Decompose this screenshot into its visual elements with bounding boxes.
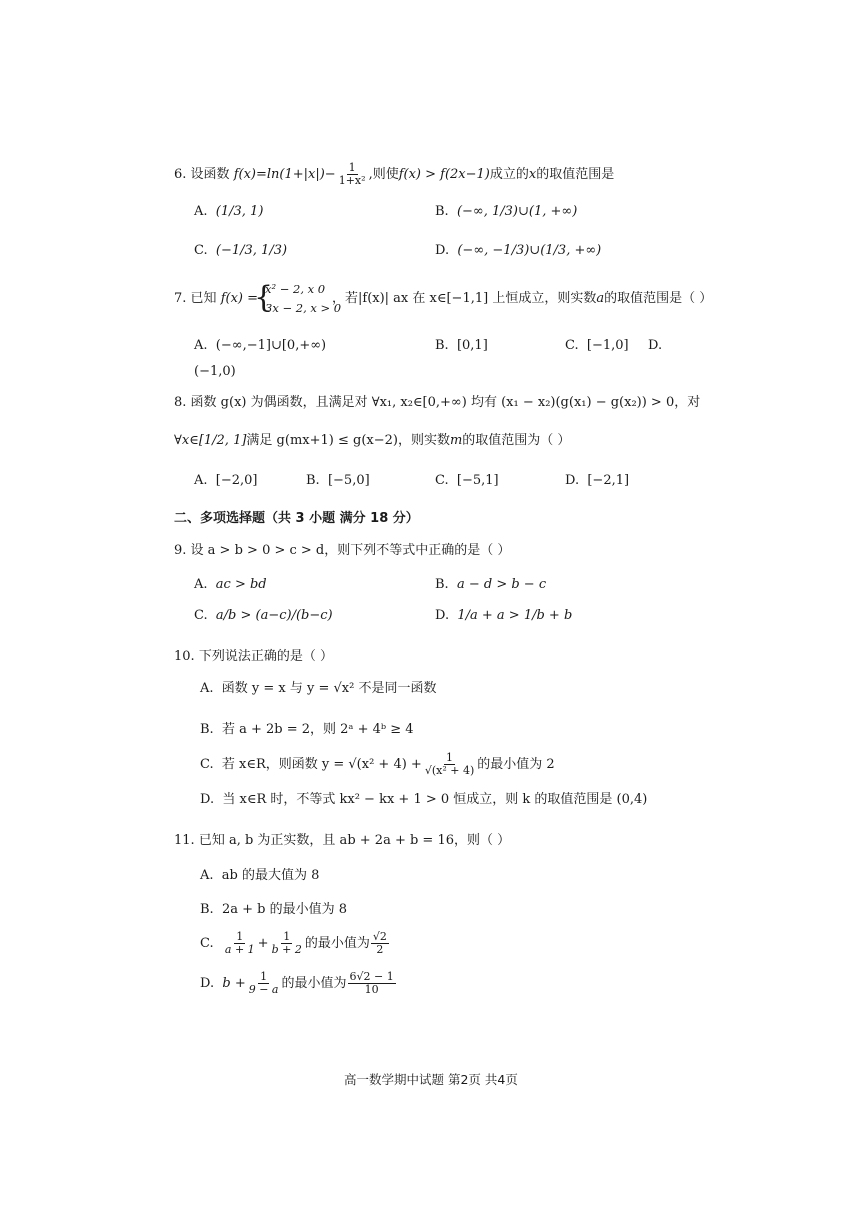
q11-option-d[interactable]: D. b + $\frac{1}{9 - a}$ 的最小值为 $\frac{6√2 - 1}{10}$	[200, 970, 394, 996]
q11-option-b[interactable]: B. 2a + b 的最小值为 8	[200, 902, 347, 917]
q9-option-c[interactable]: C. a/b > (a−c)/(b−c)	[194, 608, 333, 623]
q9-option-b[interactable]: B. a − d > b − c	[435, 577, 547, 592]
q7-option-d-label[interactable]: D.	[648, 338, 663, 353]
q7-case-1: x² − 2, x 0	[265, 282, 326, 296]
q11-option-a[interactable]: A. ab 的最大值为 8	[200, 868, 320, 883]
q10-option-c[interactable]: C. 若 x∈R，则函数 y = √(x² + 4) + $\frac{1}{\text{√(x² + 4)}}$ 的最小值为 2	[200, 751, 555, 777]
q9-stem: 9. 设 a > b > 0 > c > d，则下列不等式中正确的是（ ）	[174, 543, 511, 558]
q10-number: 10.	[174, 649, 195, 664]
q10-option-b[interactable]: B. 若 a + 2b = 2，则 2ᵃ + 4ᵇ ≥ 4	[200, 722, 414, 737]
q6-option-a[interactable]: A. (1/3, 1)	[194, 204, 264, 219]
q10-c-fraction: $\frac{1}{\text{√(x² + 4)}}$	[424, 751, 475, 777]
q7-piecewise-brace: {	[254, 280, 274, 315]
q8-option-c[interactable]: C. [−5,1]	[435, 473, 499, 488]
q6-fraction: $\frac{1}{\text{1+x²}}$	[338, 161, 366, 187]
q11-stem: 11. 已知 a, b 为正实数，且 ab + 2a + b = 16，则（ ）	[174, 833, 511, 848]
q11-number: 11.	[174, 833, 195, 848]
q7-option-a[interactable]: A. (−∞,−1]∪[0,+∞)	[194, 338, 327, 353]
q6-number: 6.	[174, 167, 187, 182]
section-title: 二、多项选择题（共 3 小题 满分 18 分）	[174, 511, 419, 526]
q10-option-d[interactable]: D. 当 x∈R 时，不等式 kx² − kx + 1 > 0 恒成立，则 k 的取值范围是 (0,4)	[200, 792, 648, 807]
q8-option-a[interactable]: A. [−2,0]	[194, 473, 258, 488]
q7-stem: 7. 已知 f(x) =	[174, 291, 259, 306]
page-footer: 高一数学期中试题 第2页 共4页	[344, 1072, 518, 1087]
q7-option-b[interactable]: B. [0,1]	[435, 338, 488, 353]
q8-number: 8.	[174, 395, 187, 410]
q6-option-b[interactable]: B. (−∞, 1/3)∪(1, +∞)	[435, 204, 578, 219]
q8-stem-line2: ∀x∈[1/2, 1]满足 g(mx+1) ≤ g(x−2)，则实数m的取值范围为（ ）	[174, 433, 571, 448]
q7-option-c[interactable]: C. [−1,0]	[565, 338, 629, 353]
q8-option-d[interactable]: D. [−2,1]	[565, 473, 630, 488]
q11-option-c[interactable]: C. $\frac{1}{a + 1}$ + $\frac{1}{b + 2}$ 的最小值为 $\frac{√2}{2}$	[200, 930, 387, 956]
q10-stem: 10. 下列说法正确的是（ ）	[174, 649, 333, 664]
q7-option-d[interactable]: (−1,0)	[194, 364, 236, 379]
q9-option-d[interactable]: D. 1/a + a > 1/b + b	[435, 608, 573, 623]
q6-stem: 6. 设函数 f(x)=ln(1+|x|)− $\frac{1}{\text{1+x²}}$ ,则使f(x) > f(2x−1)成立的x的取值范围是	[174, 161, 615, 187]
q6-option-c[interactable]: C. (−1/3, 1/3)	[194, 243, 288, 258]
q7-number: 7.	[174, 291, 187, 306]
q10-option-a[interactable]: A. 函数 y = x 与 y = √x² 不是同一函数	[200, 681, 437, 696]
q6-fx-def: f(x)=ln(1+|x|)−	[233, 167, 336, 182]
q9-number: 9.	[174, 543, 187, 558]
q6-option-d[interactable]: D. (−∞, −1/3)∪(1/3, +∞)	[435, 243, 602, 258]
q7-stem-rest: ，若|f(x)| ax 在 x∈[−1,1] 上恒成立，则实数a的取值范围是（ ）	[332, 291, 713, 306]
q8-stem-line1: 8. 函数 g(x) 为偶函数，且满足对 ∀x₁, x₂∈[0,+∞) 均有 (x₁ − x₂)(g(x₁) − g(x₂)) > 0，对	[174, 395, 701, 410]
q9-option-a[interactable]: A. ac > bd	[194, 577, 267, 592]
q7-case-2: 3x − 2, x > 0	[265, 301, 342, 315]
q8-option-b[interactable]: B. [−5,0]	[306, 473, 370, 488]
